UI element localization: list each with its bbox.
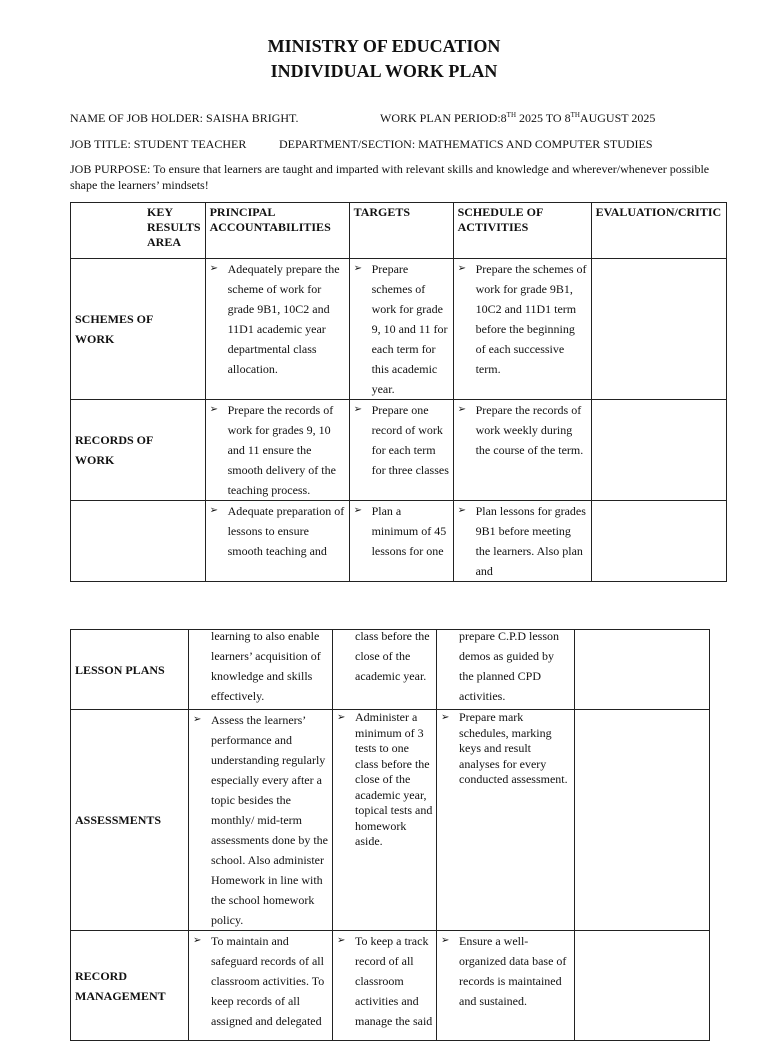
accountability-continuation: learning to also enable learners’ acquisition of knowledge and skills effectively.: [211, 629, 321, 703]
arrow-bullet-icon: ➢: [193, 714, 202, 725]
accountability-bullet: ➢ Adequate preparation of lessons to ensure smooth teaching and: [206, 501, 349, 561]
header-principal-accountabilities: PRINCIPAL ACCOUNTABILITIES: [209, 205, 331, 234]
schedule-bullet: ➢ Prepare the records of work weekly during the course of the term.: [454, 400, 591, 460]
accountability-bullet: ➢ Adequately prepare the scheme of work for grade 9B1, 10C2 and 11D1 academic year departmental class allocation.: [206, 259, 349, 379]
arrow-bullet-icon: ➢: [209, 505, 218, 516]
schedule-bullet: ➢ Plan lessons for grades 9B1 before meeting the learners. Also plan and: [454, 501, 591, 581]
document-title-line2: INDIVIDUAL WORK PLAN: [270, 61, 498, 81]
schedule-bullet: ➢ Ensure a well-organized data base of records is maintained and sustained.: [437, 931, 574, 1011]
header-key-results-area: KEY RESULTS AREA: [147, 205, 201, 249]
kra-empty-cell: [71, 501, 206, 582]
arrow-bullet-icon: ➢: [457, 404, 466, 415]
target-bullet: ➢ Plan a minimum of 45 lessons for one: [350, 501, 453, 561]
work-plan-table-page2: [70, 629, 710, 1041]
accountability-bullet: ➢ Prepare the records of work for grades 9, 10 and 11 ensure the smooth delivery of the teaching process.: [206, 400, 349, 500]
header-targets: TARGETS: [353, 205, 411, 219]
header-schedule-of-activities: SCHEDULE OF ACTIVITIES: [457, 205, 543, 234]
department-section: DEPARTMENT/SECTION: MATHEMATICS AND COMPUTER STUDIES: [279, 137, 653, 151]
accountability-bullet: ➢ Assess the learners’ performance and understanding regularly especially every after a topic besides the monthly/ mid-term assessments done by the school. Also administer Homework in line with the school homework policy.: [189, 710, 332, 930]
job-holder-name: NAME OF JOB HOLDER: SAISHA BRIGHT.: [70, 111, 299, 125]
arrow-bullet-icon: ➢: [441, 935, 450, 946]
target-bullet: ➢ Prepare one record of work for each term for three classes: [350, 400, 453, 480]
evaluation-cell: [591, 259, 726, 400]
kra-records-of-work: RECORDS OF WORK: [75, 433, 153, 467]
schedule-continuation: prepare C.P.D lesson demos as guided by the planned CPD activities.: [459, 629, 559, 703]
work-plan-table-page1: [70, 202, 727, 582]
table-row-lesson-plans-part1: [71, 501, 727, 582]
table-row-lesson-plans-part2: [71, 630, 710, 710]
table-row-assessments: [71, 710, 710, 931]
job-purpose: JOB PURPOSE: To ensure that learners are taught and imparted with relevant skills and knowledge and wherever/whenever possible shape the learners’ mindsets!: [70, 162, 710, 192]
target-bullet: ➢ Administer a minimum of 3 tests to one class before the close of the academic year, topical tests and homework aside.: [337, 710, 433, 848]
job-title: JOB TITLE: STUDENT TEACHER: [70, 137, 247, 151]
kra-record-management: RECORD MANAGEMENT: [75, 968, 166, 1003]
arrow-bullet-icon: ➢: [353, 505, 362, 516]
evaluation-cell: [591, 501, 726, 582]
header-evaluation: EVALUATION/CRITIC: [595, 205, 722, 219]
schedule-bullet: ➢ Prepare the schemes of work for grade 9B1, 10C2 and 11D1 term before the beginning of each successive term.: [454, 259, 591, 379]
table-header-row: [71, 203, 727, 259]
table-row-record-management: [71, 931, 710, 1041]
accountability-bullet: ➢ To maintain and safeguard records of all classroom activities. To keep records of all assigned and delegated: [189, 931, 332, 1031]
arrow-bullet-icon: ➢: [441, 712, 450, 723]
arrow-bullet-icon: ➢: [209, 404, 218, 415]
arrow-bullet-icon: ➢: [457, 263, 466, 274]
table-row-records-of-work: [71, 400, 727, 501]
kra-lesson-plans: LESSON PLANS: [75, 662, 165, 677]
evaluation-cell: [575, 710, 710, 931]
document-title-line1: MINISTRY OF EDUCATION: [267, 36, 501, 56]
kra-schemes-of-work: SCHEMES OF WORK: [75, 312, 153, 346]
evaluation-cell: [575, 931, 710, 1041]
arrow-bullet-icon: ➢: [353, 404, 362, 415]
target-bullet: ➢ To keep a track record of all classroom activities and manage the said: [333, 931, 436, 1031]
arrow-bullet-icon: ➢: [457, 505, 466, 516]
evaluation-cell: [575, 630, 710, 710]
arrow-bullet-icon: ➢: [353, 263, 362, 274]
arrow-bullet-icon: ➢: [193, 935, 202, 946]
arrow-bullet-icon: ➢: [337, 712, 346, 723]
evaluation-cell: [591, 400, 726, 501]
kra-assessments: ASSESSMENTS: [75, 813, 162, 827]
target-bullet: ➢ Prepare schemes of work for grade 9, 10 and 11 for each term for this academic year.: [350, 259, 453, 399]
target-continuation: class before the close of the academic year.: [355, 629, 430, 683]
arrow-bullet-icon: ➢: [337, 935, 346, 946]
arrow-bullet-icon: ➢: [209, 263, 218, 274]
schedule-bullet: ➢ Prepare mark schedules, marking keys and result analyses for every conducted assessment.: [441, 710, 568, 786]
table-row-schemes-of-work: [71, 259, 727, 400]
work-plan-period: WORK PLAN PERIOD:8TH 2025 TO 8THAUGUST 2025: [380, 111, 656, 125]
